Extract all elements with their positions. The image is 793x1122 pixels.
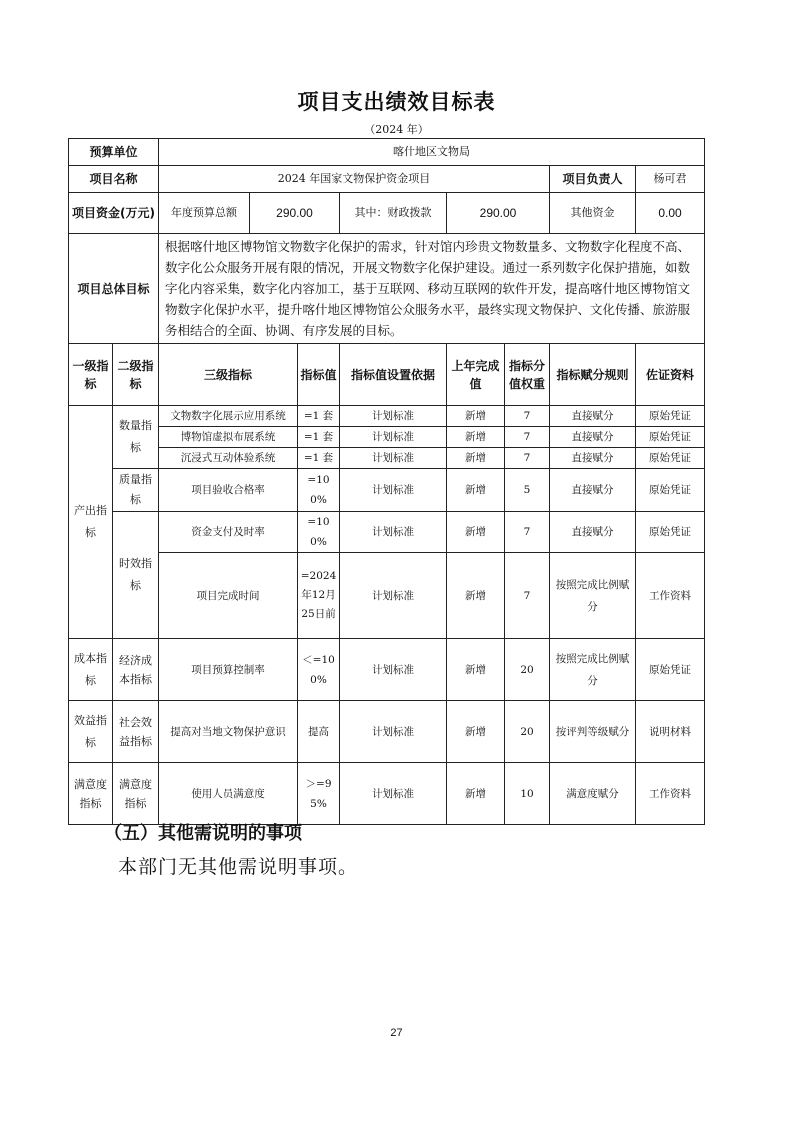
indicator-value: 提高	[298, 701, 340, 763]
table-row	[69, 469, 705, 512]
indicator-last: 新增	[447, 512, 505, 553]
header-level1: 一级指标	[69, 344, 113, 406]
indicator-value: ＞=95%	[298, 763, 340, 825]
indicator-name: 项目完成时间	[159, 553, 298, 639]
indicator-basis: 计划标准	[340, 427, 447, 448]
page-title: 项目支出绩效目标表	[297, 90, 496, 114]
funds-label: 项目资金(万元)	[69, 193, 159, 234]
indicator-basis: 计划标准	[340, 763, 447, 825]
indicator-evidence: 说明材料	[636, 701, 705, 763]
indicator-evidence: 原始凭证	[636, 512, 705, 553]
indicator-weight: 7	[505, 448, 550, 469]
table-row	[69, 763, 705, 825]
indicator-weight: 7	[505, 406, 550, 427]
indicator-rule: 按评判等级赋分	[550, 701, 636, 763]
annual-budget-label: 年度预算总额	[159, 193, 250, 234]
indicator-rule: 直接赋分	[550, 406, 636, 427]
indicator-evidence: 工作资料	[636, 553, 705, 639]
group-benefit: 效益指标	[69, 701, 113, 763]
indicator-evidence: 原始凭证	[636, 639, 705, 701]
goal-text: 根据喀什地区博物馆文物数字化保护的需求，针对馆内珍贵文物数量多、文物数字化程度不高、数字化公众服务开展有限的情况，开展文物数字化保护建设。通过一系列数字化保护措施，如数字化内容采集，数字化内容加工，基于互联网、移动互联网的软件开发，提高喀什地区博物馆文物数字化保护水平，提升喀什地区博物馆公众服务水平，最终实现文物保护、文化传播、旅游服务相结合的全面、协调、有序发展的目标。	[159, 234, 705, 344]
indicator-weight: 5	[505, 469, 550, 512]
indicator-rule: 直接赋分	[550, 469, 636, 512]
indicator-value: =2024年12月25日前	[298, 553, 340, 639]
table-row	[69, 427, 705, 448]
indicator-last: 新增	[447, 406, 505, 427]
budget-unit-value: 喀什地区文物局	[159, 139, 705, 166]
annual-budget-value: 290.00	[250, 193, 340, 234]
other-funds-label: 其他资金	[550, 193, 636, 234]
section-heading: （五）其他需说明的事项	[104, 823, 302, 844]
group-economic-cost: 经济成本指标	[113, 639, 159, 701]
table-row	[69, 512, 705, 553]
indicator-rule: 按照完成比例赋分	[550, 639, 636, 701]
fiscal-value: 290.00	[447, 193, 550, 234]
group-output: 产出指标	[69, 406, 113, 639]
indicator-weight: 20	[505, 639, 550, 701]
indicator-weight: 10	[505, 763, 550, 825]
indicator-last: 新增	[447, 427, 505, 448]
indicator-last: 新增	[447, 553, 505, 639]
header-row	[69, 344, 705, 406]
indicator-evidence: 原始凭证	[636, 469, 705, 512]
goal-row	[69, 234, 705, 344]
indicator-basis: 计划标准	[340, 553, 447, 639]
indicator-weight: 7	[505, 427, 550, 448]
page-number: 27	[390, 1027, 403, 1039]
group-cost: 成本指标	[69, 639, 113, 701]
indicator-value: =1 套	[298, 427, 340, 448]
indicator-name: 使用人员满意度	[159, 763, 298, 825]
table-row	[69, 406, 705, 427]
header-basis: 指标值设置依据	[340, 344, 447, 406]
header-last-year: 上年完成值	[447, 344, 505, 406]
indicator-rule: 直接赋分	[550, 512, 636, 553]
header-evidence: 佐证资料	[636, 344, 705, 406]
budget-unit-row	[69, 139, 705, 166]
table-row	[69, 553, 705, 639]
section-body: 本部门无其他需说明事项。	[118, 856, 359, 878]
group-quality: 质量指标	[113, 469, 159, 512]
indicator-name: 项目验收合格率	[159, 469, 298, 512]
project-name-row	[69, 166, 705, 193]
group-satisfaction-sub: 满意度指标	[113, 763, 159, 825]
header-level3: 三级指标	[159, 344, 298, 406]
indicator-name: 文物数字化展示应用系统	[159, 406, 298, 427]
header-weight: 指标分值权重	[505, 344, 550, 406]
indicator-weight: 7	[505, 512, 550, 553]
table-row	[69, 448, 705, 469]
indicator-last: 新增	[447, 701, 505, 763]
group-quantity: 数量指标	[113, 406, 159, 469]
indicator-rule: 满意度赋分	[550, 763, 636, 825]
indicator-evidence: 原始凭证	[636, 427, 705, 448]
group-satisfaction: 满意度指标	[69, 763, 113, 825]
indicator-name: 项目预算控制率	[159, 639, 298, 701]
funds-row	[69, 193, 705, 234]
leader-value: 杨可君	[636, 166, 705, 193]
indicator-name: 博物馆虚拟布展系统	[159, 427, 298, 448]
indicator-last: 新增	[447, 763, 505, 825]
indicator-last: 新增	[447, 448, 505, 469]
project-name-label: 项目名称	[69, 166, 159, 193]
indicator-value: =100%	[298, 469, 340, 512]
indicator-value: =1 套	[298, 448, 340, 469]
indicator-basis: 计划标准	[340, 701, 447, 763]
group-timeliness: 时效指标	[113, 512, 159, 639]
indicator-evidence: 原始凭证	[636, 448, 705, 469]
other-funds-value: 0.00	[636, 193, 705, 234]
leader-label: 项目负责人	[550, 166, 636, 193]
budget-unit-label: 预算单位	[69, 139, 159, 166]
indicator-value: =100%	[298, 512, 340, 553]
table-year: （2024 年）	[364, 123, 429, 136]
indicator-value: ＜=100%	[298, 639, 340, 701]
performance-table	[68, 138, 705, 825]
indicator-evidence: 原始凭证	[636, 406, 705, 427]
header-level2: 二级指标	[113, 344, 159, 406]
indicator-rule: 直接赋分	[550, 448, 636, 469]
project-name-value: 2024 年国家文物保护资金项目	[159, 166, 550, 193]
indicator-basis: 计划标准	[340, 448, 447, 469]
indicator-weight: 20	[505, 701, 550, 763]
header-rule: 指标赋分规则	[550, 344, 636, 406]
indicator-rule: 按照完成比例赋分	[550, 553, 636, 639]
group-social-benefit: 社会效益指标	[113, 701, 159, 763]
indicator-basis: 计划标准	[340, 512, 447, 553]
indicator-name: 提高对当地文物保护意识	[159, 701, 298, 763]
indicator-value: =1 套	[298, 406, 340, 427]
fiscal-label: 其中：财政拨款	[340, 193, 447, 234]
indicator-evidence: 工作资料	[636, 763, 705, 825]
table-row	[69, 639, 705, 701]
indicator-name: 资金支付及时率	[159, 512, 298, 553]
indicator-basis: 计划标准	[340, 639, 447, 701]
indicator-basis: 计划标准	[340, 469, 447, 512]
header-value: 指标值	[298, 344, 340, 406]
goal-label: 项目总体目标	[69, 234, 159, 344]
indicator-name: 沉浸式互动体验系统	[159, 448, 298, 469]
indicator-last: 新增	[447, 469, 505, 512]
indicator-weight: 7	[505, 553, 550, 639]
indicator-basis: 计划标准	[340, 406, 447, 427]
indicator-last: 新增	[447, 639, 505, 701]
indicator-rule: 直接赋分	[550, 427, 636, 448]
table-row	[69, 701, 705, 763]
